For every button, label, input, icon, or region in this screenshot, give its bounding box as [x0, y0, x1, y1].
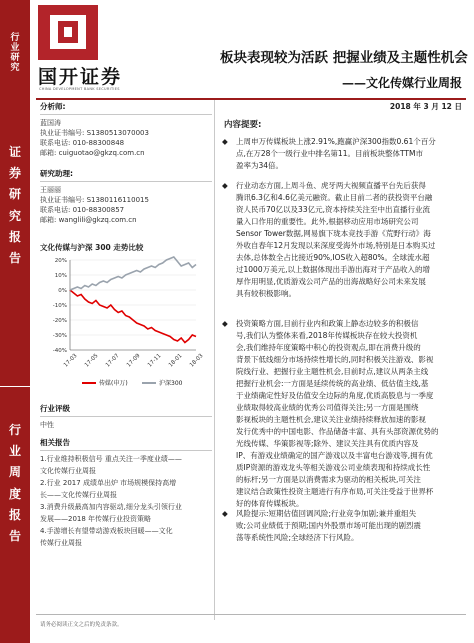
key-point-line: 外收自春年12月发现以来深度受海外市场,特别是日本购买过 — [236, 241, 436, 250]
spine-char: 度 — [8, 486, 21, 501]
y-tick-label: 0% — [58, 288, 67, 294]
key-point-line: 上周申万传媒板块上涨2.91%,跑赢沪深300指数0.61个百分 — [236, 137, 436, 146]
company-logo-icon — [38, 5, 98, 60]
key-point-line: 败;公司业绩低于预期;国内外股票市场可能出现的剧烈震 — [236, 521, 422, 530]
spine-char: 券 — [8, 166, 21, 181]
series-line — [70, 257, 196, 290]
related-report-item[interactable]: 1.行业维持积极信号 重点关注一季度业绩—— — [40, 455, 182, 463]
key-point-line: 点,在万28个一级行业中排名第11。目前板块整体TTM市 — [236, 149, 423, 158]
related-reports — [40, 437, 212, 550]
x-tick-label: 17-07 — [104, 352, 121, 369]
key-points-heading: 内容提要: — [224, 120, 262, 130]
x-tick-label: 18-03 — [188, 352, 205, 369]
related-heading: 相关报告 — [40, 437, 212, 451]
spine-divider — [0, 386, 30, 387]
x-tick-label: 18-01 — [167, 352, 184, 369]
key-point-line: 背景下低线细分市场持续性增长的,同时积极关注游戏、影视 — [236, 355, 434, 364]
researcher-heading: 研究助理: — [40, 168, 212, 182]
spine-char: 报 — [8, 229, 21, 244]
legend-label: 沪深300 — [159, 380, 183, 387]
analyst-name: 蓝国涛 — [40, 119, 61, 127]
researcher-block — [40, 168, 212, 225]
report-subtitle: ——文化传媒行业周报 — [341, 76, 462, 90]
key-point-line: 号,我们认为整体来看,2018年传媒板块存在较大投资机 — [236, 331, 418, 340]
analyst-heading: 分析师: — [40, 101, 212, 115]
key-point-line: 盈率为34倍。 — [236, 161, 284, 170]
x-tick-label: 17-03 — [62, 352, 79, 369]
legend-label: 传媒(申万) — [99, 380, 128, 387]
researcher-email[interactable]: 邮箱: wanglili@gkzq.com.cn — [40, 216, 137, 224]
header-divider — [36, 98, 466, 100]
key-point-line: 建议结合政策性投资主题进行有序布局,可关注受益于世界杯 — [236, 487, 434, 496]
bullet-icon: ◆ — [222, 181, 228, 190]
key-point-text — [236, 318, 468, 510]
y-tick-label: 20% — [54, 258, 67, 264]
rating-block — [40, 403, 212, 430]
spine-char: 业 — [10, 42, 20, 53]
y-tick-label: -30% — [52, 333, 67, 339]
key-point-line: 业绩取得较高业绩的优秀公司值得关注;另一方面是围绕 — [236, 403, 419, 412]
researcher-name: 王丽丽 — [40, 186, 61, 194]
spine-char: 研 — [8, 187, 21, 202]
column-divider — [214, 100, 215, 620]
key-point-line: 的标杆;另一方面是以消费需求为驱动的相关板块,可关注 — [236, 475, 421, 484]
key-point-line: 量入口作用的重要性。此外,根据移动应用市场研究公司 — [236, 217, 419, 226]
key-point-text — [236, 136, 468, 172]
spine-char: 周 — [8, 465, 21, 480]
rating-value: 中性 — [40, 421, 54, 429]
researcher-cert: 执业证书编号: S1380116110015 — [40, 196, 149, 204]
analyst-phone: 联系电话: 010-88300848 — [40, 139, 125, 147]
analyst-block — [40, 101, 212, 158]
y-tick-label: -10% — [52, 303, 67, 309]
key-point-line: 资人民币70亿以及33亿元,资本持续关注至中出直播行业流 — [236, 205, 430, 214]
trend-chart-svg — [40, 254, 205, 394]
spine-char: 究 — [10, 62, 20, 73]
spine-char: 行 — [8, 423, 21, 437]
spine-label-weekly-report — [0, 424, 30, 551]
spine-char: 告 — [8, 528, 21, 543]
series-line — [70, 290, 196, 343]
related-report-item[interactable]: 发展——2018 年传媒行业投资策略 — [40, 515, 152, 523]
spine-char: 究 — [8, 208, 21, 223]
key-point-line: 去体,总体数全占比接近90%,IOS收入超80%。全球流水超 — [236, 253, 430, 262]
analyst-email[interactable]: 邮箱: cuiguotao@gkzq.com.cn — [40, 149, 145, 157]
key-point-line: 过1000万美元,以上数据体现出手游出海对于产品收入的增 — [236, 265, 430, 274]
report-title: 板块表现较为活跃 把握业绩及主题性机会 — [220, 50, 468, 66]
key-point-line: 风险提示:短期估值回调风险;行业竞争加剧;兼并重组失 — [236, 509, 417, 518]
spine-char: 告 — [8, 250, 21, 265]
spine-label-securities-report — [0, 146, 30, 273]
spine-char: 报 — [8, 507, 21, 522]
spine-label-industry-research — [0, 34, 30, 74]
footer-divider — [36, 614, 466, 615]
related-report-item[interactable]: 长——文化传媒行业周报 — [40, 491, 117, 499]
bullet-icon: ◆ — [222, 319, 228, 328]
key-point-line: 院线行业、把握行业主题性机会,目前时点,建议从两条主线 — [236, 367, 429, 376]
y-tick-label: -20% — [52, 318, 67, 324]
y-tick-label: -40% — [52, 348, 67, 354]
y-tick-label: 10% — [54, 273, 67, 279]
key-point-line: 于业绩确定性好及估值安全边际的角度,优质高股息与一季度 — [236, 391, 434, 400]
key-point-line: 厚作用明显,优质游戏公司产品的出海战略好公司未来发展 — [236, 277, 426, 286]
key-point-line: 荡等系统性风险;全球经济下行风险。 — [236, 533, 359, 542]
bullet-icon: ◆ — [222, 509, 228, 518]
x-tick-label: 17-11 — [146, 352, 163, 369]
spine-char: 行 — [10, 33, 20, 43]
related-report-item[interactable]: 2.行业 2017 成绩单出炉 市场规模保持高增 — [40, 479, 177, 487]
rating-heading: 行业评级 — [40, 403, 212, 417]
spine-char: 证 — [8, 145, 21, 159]
key-point-line: 投资策略方面,目前行业内和政策上静态边较多的积极信 — [236, 319, 419, 328]
key-point-line: 质IP资源的游戏龙头等相关游戏公司业绩表现和持续成长性 — [236, 463, 431, 472]
x-tick-label: 17-09 — [125, 352, 142, 369]
spine-char: 业 — [8, 444, 21, 459]
key-point-line: 影视板块的主题性机会,建议关注业绩持续释放加速的影视 — [236, 415, 426, 424]
chart-title: 文化传媒与沪深 300 走势比较 — [40, 243, 144, 252]
key-point-line: 腾讯6.3亿和4.6亿美元融资。截止目前二者的获投资平台融 — [236, 193, 433, 202]
related-report-item[interactable]: 3.消费升级最高加内容驱动,细分龙头引领行业 — [40, 503, 182, 511]
key-point-line: 把握行业机会:一方面是延续传统的高业绩、低估值主线,基 — [236, 379, 429, 388]
report-date: 2018 年 3 月 12 日 — [389, 102, 462, 111]
related-report-item[interactable]: 文化传媒行业周报 — [40, 467, 96, 475]
key-point-text — [236, 180, 468, 300]
key-point-line: 好的体育传媒板块。 — [236, 499, 304, 508]
key-point-text — [236, 508, 468, 544]
key-point-line: IP、有游戏业绩确定的国产游戏以及丰富电台游戏等,拥有优 — [236, 451, 433, 460]
key-point-line: 具有较积极影响。 — [236, 289, 296, 298]
key-point-line: Sensor Tower数据,网易旗下珑本竞技手游《荒野行动》海 — [236, 229, 431, 238]
company-english-name: CHINA DEVELOPMENT BANK SECURITIES — [39, 87, 120, 91]
x-tick-label: 17-05 — [83, 352, 100, 369]
key-point-line: 行业动态方面,上周斗鱼、虎牙两大视频直播平台先后获得 — [236, 181, 426, 190]
company-name: 国开证券 — [38, 66, 123, 88]
researcher-phone: 联系电话: 010-88300857 — [40, 206, 125, 214]
related-report-item[interactable]: 4.手游增长有望带动游戏板块回暖——文化 — [40, 527, 173, 535]
analyst-cert: 执业证书编号: S1380513070003 — [40, 129, 149, 137]
key-point-line: 光线传媒、华策影视等;除外、建议关注具有优质内容及 — [236, 439, 419, 448]
disclaimer-note: 请务必阅读正文之后的免责条款。 — [40, 622, 123, 628]
related-report-item[interactable]: 传媒行业周报 — [40, 539, 82, 547]
spine-char: 研 — [10, 52, 20, 63]
key-point-line: 会,我们维持年度策略中积心的投资观点,即在消费升级的 — [236, 343, 421, 352]
key-point-line: 发行优秀中的中国电影、作品储备丰富、具有头部资源优势的 — [236, 427, 439, 436]
bullet-icon: ◆ — [222, 137, 228, 146]
trend-chart — [40, 254, 205, 394]
